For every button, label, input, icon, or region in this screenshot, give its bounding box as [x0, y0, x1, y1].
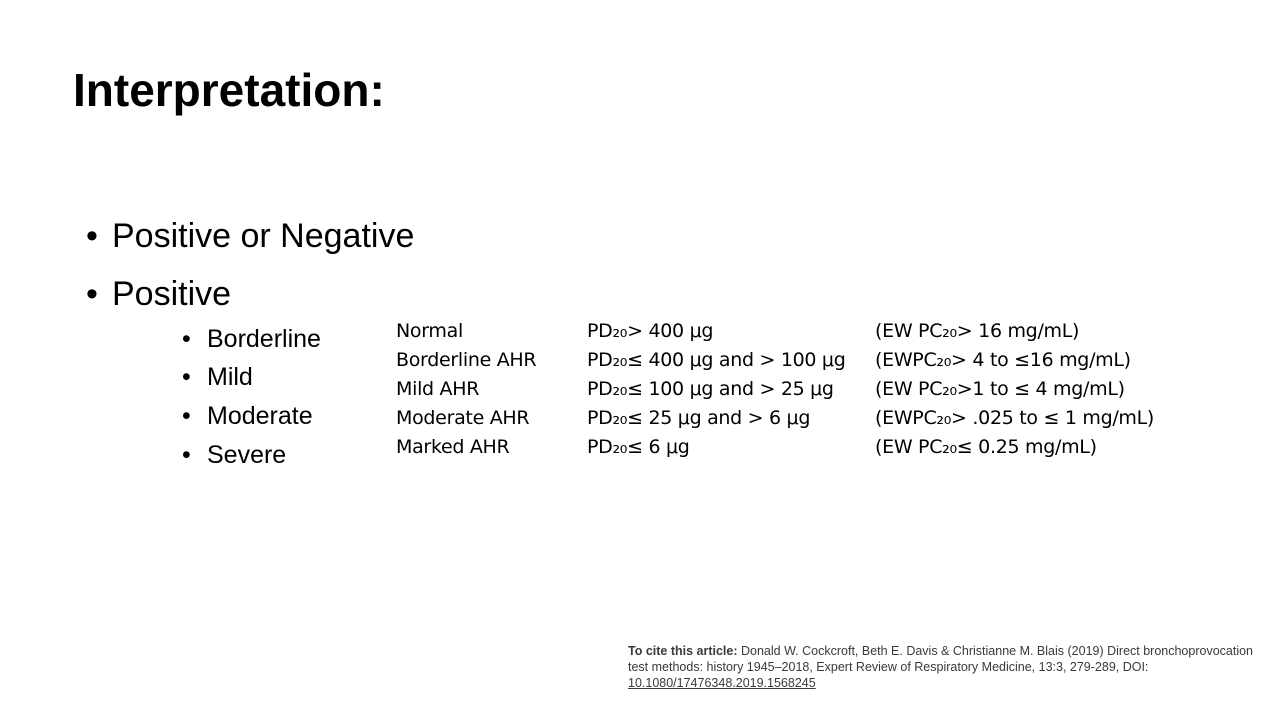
bullet-item — [86, 216, 414, 256]
pc20-cell: (EW PC₂₀>1 to ≤ 4 mg/mL) — [875, 378, 1125, 400]
bullet-dot: • — [86, 217, 98, 255]
sub-bullet-item — [182, 401, 313, 431]
pc20-cell: (EW PC₂₀≤ 0.25 mg/mL) — [875, 436, 1097, 458]
bullet-item — [86, 274, 231, 314]
sub-bullet-item — [182, 440, 286, 470]
sub-bullet-text: Mild — [207, 363, 253, 391]
pd20-cell: PD₂₀≤ 25 μg and > 6 μg — [587, 407, 811, 429]
bullet-text: Positive or Negative — [112, 217, 415, 255]
pc20-cell: (EWPC₂₀> 4 to ≤16 mg/mL) — [875, 349, 1131, 371]
sub-bullet-dot: • — [182, 363, 191, 391]
sub-bullet-item — [182, 362, 253, 392]
citation-text: Donald W. Cockcroft, Beth E. Davis & Christianne M. Blais (2019) Direct bronchoprovocation test methods: history 1945–2018, Expert Review of Respiratory Medicine, 13:3, 279-289, DOI: — [628, 644, 1254, 674]
pd20-cell: PD₂₀≤ 100 μg and > 25 μg — [587, 378, 834, 400]
category-cell: Normal — [396, 320, 463, 342]
category-cell: Marked AHR — [396, 436, 510, 458]
bullet-text: Positive — [112, 275, 232, 313]
pd20-cell: PD₂₀≤ 6 μg — [587, 436, 690, 458]
sub-bullet-dot: • — [182, 402, 191, 430]
sub-bullet-text: Moderate — [207, 402, 313, 430]
citation-block — [628, 643, 1258, 691]
category-cell: Mild AHR — [396, 378, 480, 400]
citation-label: To cite this article: — [628, 644, 738, 658]
sub-bullet-text: Borderline — [207, 325, 321, 353]
sub-bullet-item — [182, 324, 321, 354]
sub-bullet-text: Severe — [207, 441, 287, 469]
pd20-cell: PD₂₀≤ 400 μg and > 100 μg — [587, 349, 846, 371]
pc20-cell: (EW PC₂₀> 16 mg/mL) — [875, 320, 1080, 342]
pc20-cell: (EWPC₂₀> .025 to ≤ 1 mg/mL) — [875, 407, 1155, 429]
category-cell: Moderate AHR — [396, 407, 530, 429]
bullet-dot: • — [86, 275, 98, 313]
pd20-cell: PD₂₀> 400 μg — [587, 320, 714, 342]
category-cell: Borderline AHR — [396, 349, 537, 371]
sub-bullet-dot: • — [182, 325, 191, 353]
citation-doi-link[interactable]: 10.1080/17476348.2019.1568245 — [628, 676, 816, 690]
sub-bullet-dot: • — [182, 441, 191, 469]
slide-title: Interpretation: — [73, 64, 385, 116]
